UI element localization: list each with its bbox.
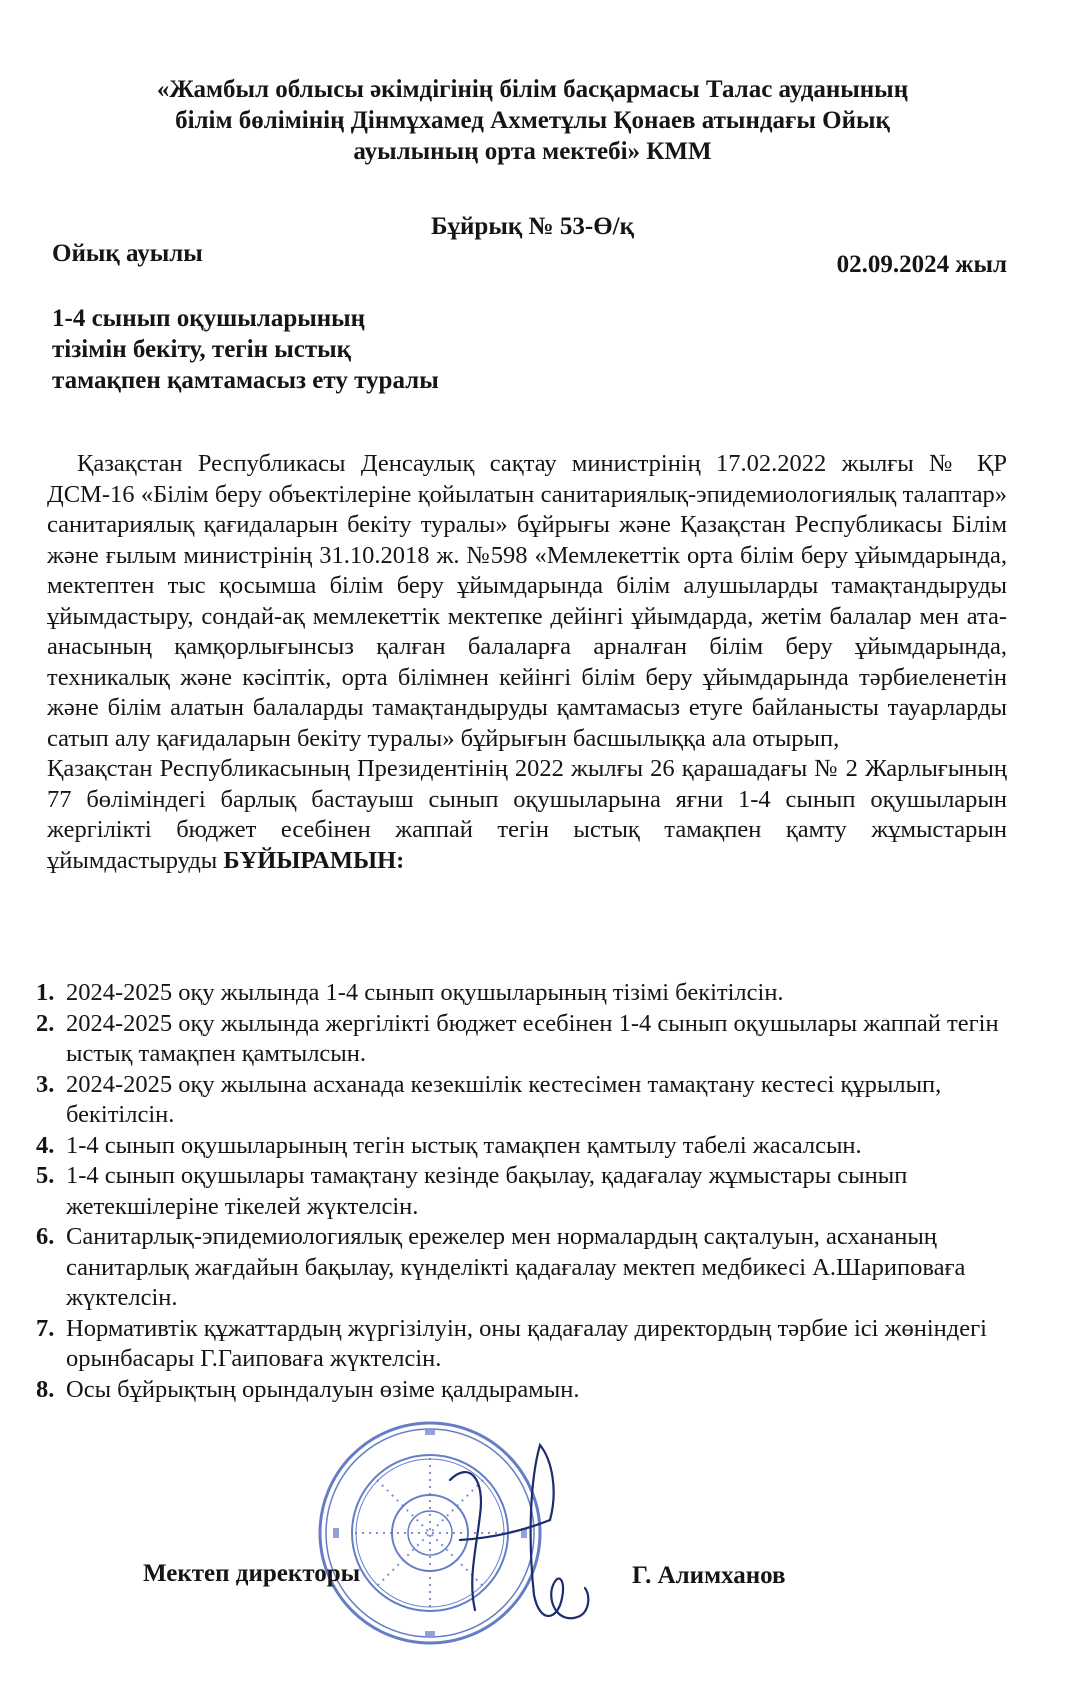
item-text: Нормативтік құжаттардың жүргізілуін, оны қадағалау директордың тәрбие ісі жөніндегі орынбасары Г.Гаиповаға жүктелсін. [66, 1314, 987, 1372]
order-item [36, 1131, 1006, 1162]
item-text: 1-4 сынып оқушылары тамақтану кезінде бақылау, қадағалау жұмыстары сынып жетекшілеріне тікелей жүктелсін. [66, 1162, 908, 1220]
body-paragraph-1: Қазақстан Республикасы Денсаулық сақтау министрінің 17.02.2022 жылғы № ҚР ДСМ-16 «Білім беру объектілеріне қойылатын санитариялық-эпидемиологиялық талаптар» санитариялық қағидаларын бекіту туралы» бұйрығы және Қазақстан Республикасы Білім және ғылым министрінің 31.10.2018 ж. №598 «Мемлекеттік орта білім беру ұйымдарында, мектептен тыс қосымша білім беру ұйымдарында білім алушыларды тамақтандыруды ұйымдастыру, сондай-ақ мемлекеттік мектепке дейінгі ұйымдарда, жетім балалар мен ата-анасының қамқорлығынсыз қалған балаларға арналған білім беру ұйымдарында, техникалық және кәсіптік, орта білімнен кейінгі білім беру ұйымдарында тәрбиеленетін және білім алатын балаларды тамақтандыруды қамтамасыз етуге байланысты тауарларды сатып алу қағидаларын бекіту туралы» бұйрығын басшылыққа ала отырып, [47, 450, 1007, 752]
director-signature [430, 1420, 620, 1650]
signature-title: Мектеп директоры [143, 1560, 361, 1587]
item-number: 7. [36, 1314, 55, 1342]
order-body [47, 449, 1007, 876]
order-item [36, 1375, 1006, 1406]
order-date: 02.09.2024 жыл [836, 251, 1007, 278]
item-number: 1. [36, 979, 55, 1006]
item-text: 2024-2025 оқу жылына асханада кезекшілік кестесімен тамақтану кестесі құрылып, бекітілсін. [66, 1070, 942, 1128]
subject-line-2: тізімін бекіту, тегін ыстық [52, 336, 352, 363]
signature-name: Г. Алимханов [632, 1562, 786, 1589]
order-item [36, 1314, 1006, 1375]
item-text: 2024-2025 оқу жылында 1-4 сынып оқушыларының тізімі бекітілсін. [66, 979, 784, 1006]
header-line-3: ауылының орта мектебі» КММ [353, 138, 712, 165]
header-line-1: «Жамбыл облысы әкімдігінің білім басқармасы Талас ауданының [156, 76, 909, 103]
item-text: Осы бұйрықтың орындалуын өзіме қалдырамын. [66, 1375, 580, 1403]
item-number: 8. [36, 1375, 55, 1403]
place-name: Ойық ауылы [52, 240, 203, 267]
order-number: Бұйрық № 53-Ө/қ [430, 213, 634, 240]
order-items-list [36, 978, 1006, 1405]
order-subject [52, 303, 439, 396]
body-paragraph-2-text: Қазақстан Республикасының Президентінің 2022 жылғы 26 қарашадағы № 2 Жарлығының 77 бөліміндегі барлық бастауыш сынып оқушыларына яғни 1-4 сынып оқушыларын жергілікті бюджет есебінен жаппай тегін ыстық тамақпен қамту жұмыстарын ұйымдастыруды [47, 755, 1007, 874]
item-text: 2024-2025 оқу жылында жергілікті бюджет есебінен 1-4 сынып оқушылары жаппай тегін ыстық тамақпен қамтылсын. [66, 1009, 999, 1067]
order-item [36, 1070, 1006, 1131]
orders-word: БҰЙЫРАМЫН: [223, 846, 405, 874]
order-item [36, 1161, 1006, 1222]
order-item [36, 978, 1006, 1009]
subject-line-3: тамақпен қамтамасыз ету туралы [52, 367, 439, 394]
item-number: 6. [36, 1223, 55, 1250]
subject-line-1: 1-4 сынып оқушыларының [52, 305, 366, 332]
body-paragraph-2 [47, 754, 1007, 876]
order-item [36, 1222, 1006, 1314]
header-line-2: білім бөлімінің Дінмұхамед Ахметұлы Қонаев атындағы Ойық [175, 107, 890, 134]
item-number: 2. [36, 1009, 55, 1037]
item-text: 1-4 сынып оқушыларының тегін ыстық тамақпен қамтылу табелі жасалсын. [66, 1131, 862, 1159]
item-number: 3. [36, 1070, 55, 1098]
item-text: Санитарлық-эпидемиологиялық ережелер мен нормалардың сақталуын, асхананың санитарлық жағдайын бақылау, күнделікті қадағалау мектеп медбикесі А.Шариповаға жүктелсін. [66, 1223, 966, 1311]
organization-header [60, 74, 1005, 167]
item-number: 4. [36, 1131, 55, 1159]
item-number: 5. [36, 1162, 55, 1189]
order-item [36, 1009, 1006, 1070]
